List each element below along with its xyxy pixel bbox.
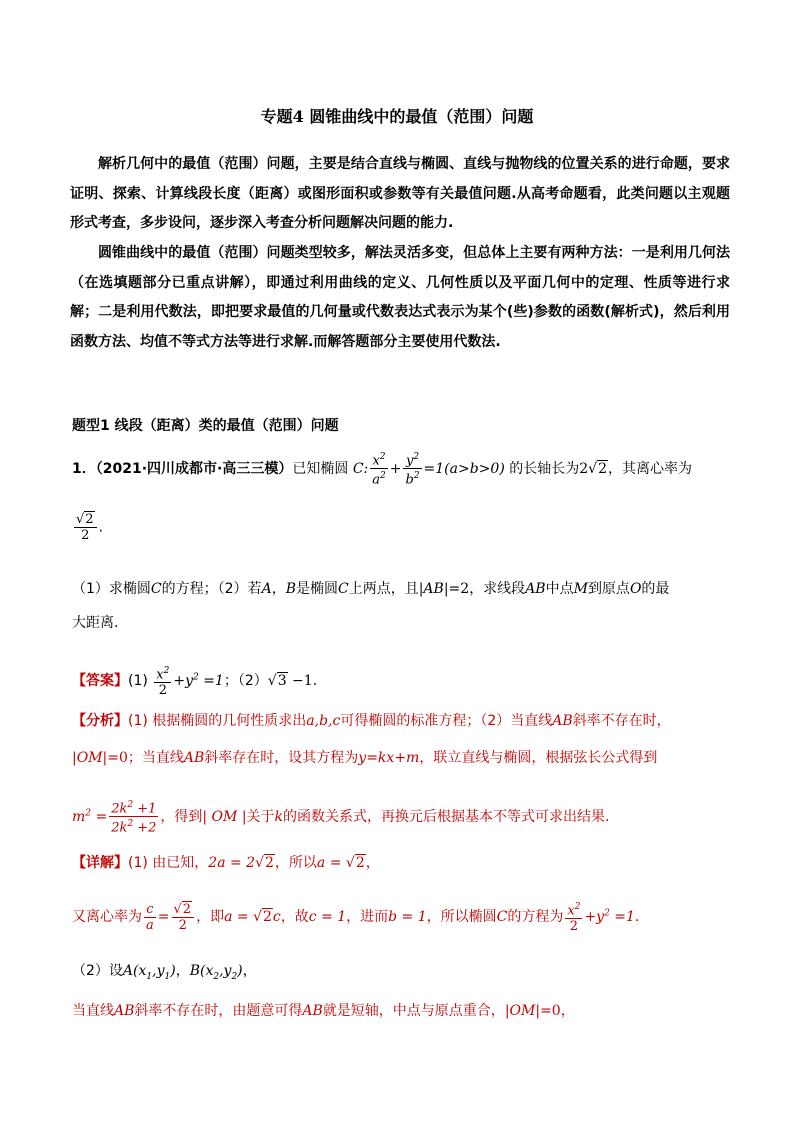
frac-sqrt2-over-2: $\frac{√2}{2}$ [74,512,97,543]
stem-text-c: ，其离心率为 [608,460,692,477]
detail-line-2: 又离心率为 $\frac{c}{a}$ = $\frac{√2}{2}$ ，即a = √2c，故c = 1，进而b = 1，所以椭圆C的方程为 $\frac{x^2}{2}$ $+y^2 =1$. [72,901,640,935]
problem-source: （2021·四川成都市·高三三模） [95,460,293,477]
page-title: 专题4 圆锥曲线中的最值（范围）问题 [260,107,534,126]
frac-x2-2: $\frac{x^2}{2}$ [156,666,170,699]
eccentricity-line: $\frac{√2}{2}$ . [76,512,104,543]
detail-line-4: 当直线AB斜率不存在时，由题意可得AB就是短轴，中点与原点重合，|OM|=0， [72,1003,575,1019]
frac-m2: $\frac{2k^2 +1}{2k^2 +2}$ [111,800,157,836]
answer-line: 【答案】(1) $\frac{x^2}{2}$ $+y^2 =1$；（2）√3 −1. [72,666,318,699]
frac-y2-b2: $\frac{y^2}{b^2}$ [405,452,420,488]
problem-number: 1． [72,460,96,477]
analysis-line-3: $m^2$ = $\frac{2k^2 +1}{2k^2 +2}$ ，得到| OM |关于k的函数关系式，再换元后根据基本不等式可求出结果. [72,800,610,836]
answer-tag: 【答案】 [72,673,128,690]
detail-line-1: 【详解】(1) 由已知，2a = 2√2，所以a = √2， [72,855,380,871]
detail-tag: 【详解】 [72,855,128,871]
ellipse-equation: C: [352,460,369,477]
stem-text-b: 的长轴长为 [509,460,580,477]
frac-x2-a2: $\frac{x^2}{a^2}$ [372,452,386,488]
detail-line-3: （2）设$A(x_1,y_1)$，$B(x_2,y_2)$， [72,963,257,982]
questions-line: （1）求椭圆C的方程；（2）若A，B是椭圆C上两点，且|AB|=2，求线段AB中点M到原点O的最 [72,581,670,597]
problem-stem: 1．（2021·四川成都市·高三三模）已知椭圆 C: $\frac{x^2}{a^2}$ + $\frac{y^2}{b^2}$ =1(a>b>0) 的长轴长为2√2，其离心率为 [72,452,692,488]
intro-paragraph-2: 圆锥曲线中的最值（范围）问题类型较多，解法灵活多变，但总体上主要有两种方法：一是利用几何法（在选填题部分已重点讲解），即通过利用曲线的定义、几何性质以及平面几何中的定理、性质等进行求解；二是利用代数法，即把要求最值的几何量或代数表达式表示为某个(些)参数的函数(解析式)，然后利用函数方法、均值不等式方法等进行求解.而解答题部分主要使用代数法. [70,245,730,350]
questions-line-2: 大距离. [72,615,119,631]
analysis-tag: 【分析】 [72,713,128,729]
section-heading: 题型1 线段（距离）类的最值（范围）问题 [72,418,339,434]
long-axis-value: 2√2 [579,460,607,477]
analysis-line-1: 【分析】(1) 根据椭圆的几何性质求出a,b,c可得椭圆的标准方程；（2）当直线AB斜率不存在时， [72,713,671,729]
intro-paragraph-1: 解析几何中的最值（范围）问题，主要是结合直线与椭圆、直线与抛物线的位置关系的进行命题，要求证明、探索、计算线段长度（距离）或图形面积或参数等有关最值问题.从高考命题看，此类问题以主观题形式考查，多步设问，逐步深入考查分析问题解决问题的能力. [70,156,730,231]
analysis-line-2: |OM|=0；当直线AB斜率存在时，设其方程为y=kx+m，联立直线与椭圆，根据弦长公式得到 [72,750,658,766]
stem-text-a: 已知椭圆 [292,460,349,477]
